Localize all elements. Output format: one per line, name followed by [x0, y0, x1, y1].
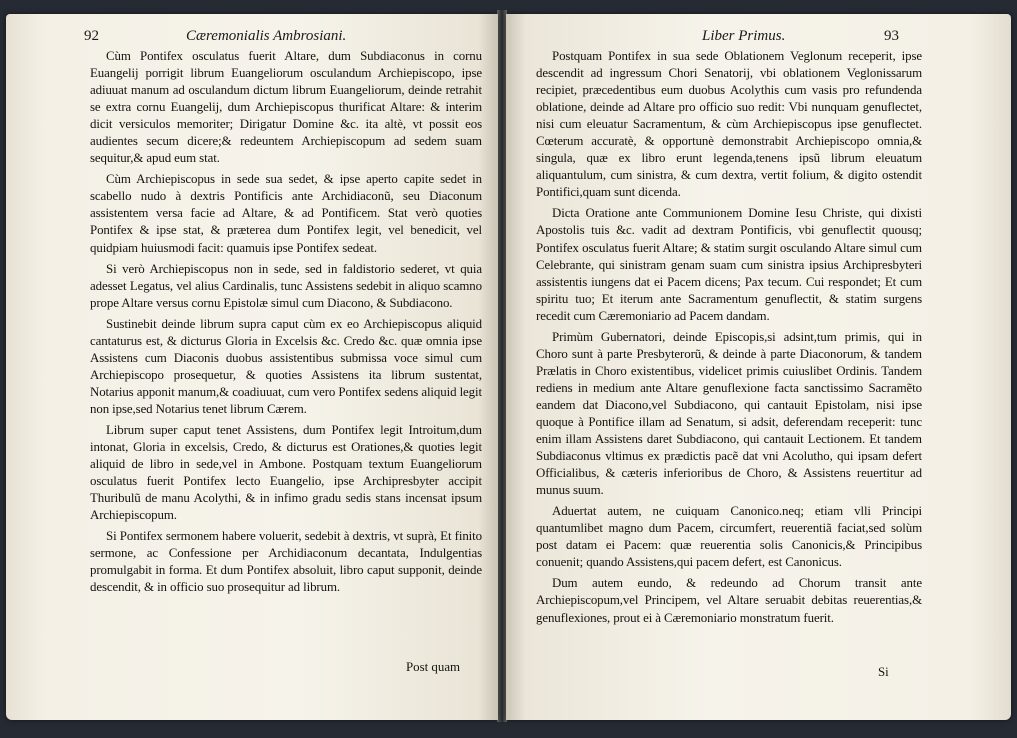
right-folio: 93	[884, 28, 899, 44]
left-paragraph: Librum super caput tenet Assistens, dum Pontifex legit Introitum,dum intonat, Gloria in excelsis, Credo, & dicturus est Orationes,& quoties legit aliquid de libro in sede,vel in Ambone. Postquam textum Euangeliorum osculatus fuerit Pontifex lecto Euangelio, ipse Archipresbyter accipit Thuribulũ de manu Acolythi, & in infimo gradu sedis stans incensat ipsum Archiepiscopum.	[90, 422, 482, 523]
right-paragraph: Postquam Pontifex in sua sede Oblationem Veglonum receperit, ipse descendit ad ingressum Chori Senatorij, vbi oblationem Veglonissarum recipiet, præcedentibus eum duobus Acolythis cum vasis pro refundenda oblatione, deinde ad Altare pro officio suo redit: Vbi nunquam genuflectet, nisi cum eleuatur Sacramentum, & cùm Archiepiscopus ipse genuflectet. Cœterum accuratè, & opportunè demonstrabit Archiepiscopo omnia,& singula, quæ ex libro erunt legenda,tenens ipsũ librum eleuatum aliquantulum, cum sinistra, & cum dextra, vertit folium, & digito ostendit Pontifici,quam sunt dicenda.	[536, 49, 922, 200]
left-paragraph: Cùm Archiepiscopus in sede sua sedet, & ipse aperto capite sedet in scabello nudo à dextris Pontificis ante Archidiaconũ, seu Diaconum assistentem versa facie ad Altare, & ad Pontificem. Stat verò quoties Pontifex & ipse stat, & præterea dum Pontifex legit, vel benedicit, vel quidpiam huiusmodi facit: quamuis ipse Pontifex sedeat.	[90, 172, 482, 255]
left-catchword: Post quam	[406, 660, 461, 674]
right-page-text	[536, 48, 922, 631]
right-running-head: Liber Primus.	[702, 28, 786, 44]
left-paragraph: Sustinebit deinde librum supra caput cùm ex eo Archiepiscopus aliquid cantaturus est, & dicturus Gloria in Excelsis &c. Credo &c. quæ omnia ipse Assistens cum Diaconis duobus assistentibus submissa voce simul cum Archiepiscopo prosequetur, & quoties Assistens ita librum sustentat, Notarius apponit manum,& coadiuuat, cum vero Pontifex sedens aliquid legit non ipse,sed Notarius tenet librum Cærem.	[90, 316, 482, 416]
left-paragraph: Cùm Pontifex osculatus fuerit Altare, dum Subdiaconus in cornu Euangelij porrigit librum Euangeliorum osculandum Archiepiscopo, ipse adiuuat manum ad osculandum dictum librum Euangeliorum, deinde retrahit se extra cornu Euangelij, dum Archiepiscopus thurificat Altare: & interim dicit versiculos memoriter; Dirigatur Domine &c. ita altè, vt possit eos audientes secum dicere;& redeuntem Archiepiscopum ad sedem suam sequitur,& apud eum stat.	[90, 49, 482, 166]
right-paragraph: Aduertat autem, ne cuiquam Canonico.neq; etiam vlli Principi quantumlibet magno dum Pacem, circumfert, reuerentiã faciat,sed solùm post datam ei Pacem: quæ reuerentia solis Canonicis,& Principibus conuenit; quando Assistens,qui pacem defert, est Canonicus.	[536, 504, 922, 570]
left-paragraph: Si Pontifex sermonem habere voluerit, sedebit à dextris, vt suprà, Et finito sermone, ac Confessione per Archidiaconum decantata, Indulgentias promulgabit in forma. Et dum Pontifex absoluit, libro caput supponit, deinde descendit, & in officio suo prosequitur ad librum.	[90, 529, 482, 595]
right-paragraph: Dicta Oratione ante Communionem Domine Iesu Christe, qui dixisti Apostolis tuis &c. vadit ad dextram Pontificis, vbi genuflectit quousq; Pontifex osculatus fuerit Altare; & statim surgit osculando Altare simul cum Celebrante, qui sinistram genam suam cum sinistra ipsius Archipresbyteri assistentis iungens dat ei Pacem dicens; Pax tecum. Cui respondet; Et cum spiritu tuo; Et iterum ante Sacramentum genuflectit, & statim surgens recedit cum Cæremoniario ad Pacem dandam.	[536, 206, 922, 323]
right-paragraph: Dum autem eundo, & redeundo ad Chorum transit ante Archiepiscopum,vel Principem, vel Altare seruabit debitas reuerentias,& genuflexiones, prout ei à Cæremoniario monstratum fuerit.	[536, 576, 922, 625]
right-page	[506, 14, 1011, 720]
left-folio: 92	[84, 28, 99, 44]
left-running-head: Cæremonialis Ambrosiani.	[186, 28, 347, 44]
right-catchword: Si	[878, 665, 889, 679]
left-paragraph: Si verò Archiepiscopus non in sede, sed in faldistorio sederet, vt quia adesset Legatus, vel alius Cardinalis, tunc Assistens sedebit in aliquo scamno prope Altare versus cornu Epistolæ simul cum Diacono, & Subdiacono.	[90, 261, 482, 310]
left-page	[6, 14, 498, 720]
left-page-text	[90, 48, 482, 600]
right-paragraph: Primùm Gubernatori, deinde Episcopis,si adsint,tum primis, qui in Choro sunt à parte Presbyterorũ, & deinde à parte Diaconorum, & tandem Prælatis in Choro existentibus, videlicet primis cuiuslibet Ordinis. Tandem rediens in medium ante Altare genuflexione facta sanctissimo Sacramẽto eandem dat Diacono,vel Subdiacono, qui cantauit Epistolam, nisi ipse quoque à Pontifice illam ad Senatum, si adsit, deferendam receperit: tunc enim illam Assistens daret Subdiacono, qui cantauit Lectionem. Et tandem Subdiaconus vltimus ex prædictis pacẽ dat vni Acolutho, qui ipsam defert Officialibus, & cæteris inferioribus de Choro, & Assistens reuertitur ad munus suum.	[536, 329, 922, 498]
